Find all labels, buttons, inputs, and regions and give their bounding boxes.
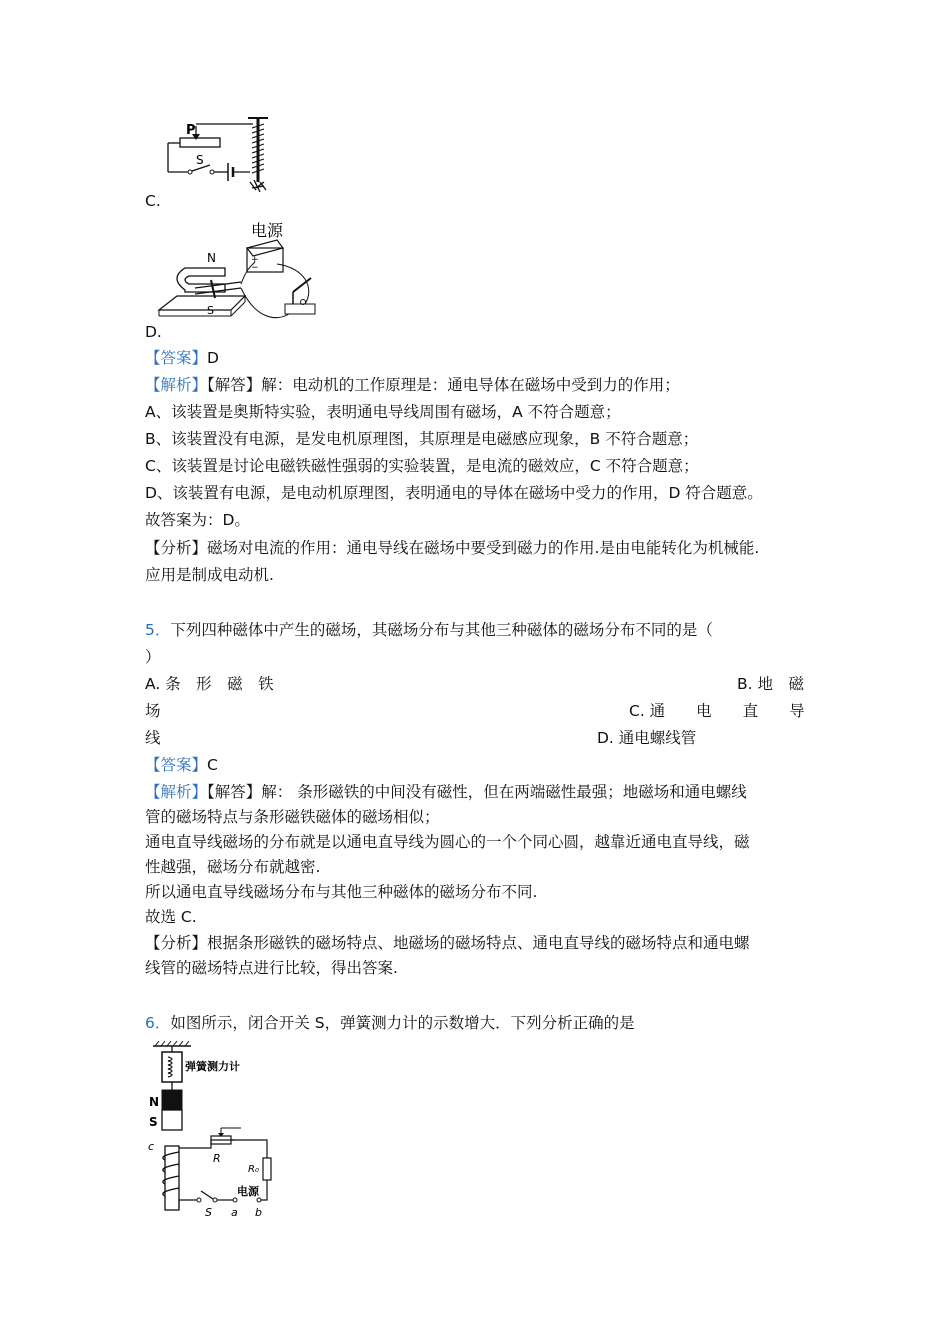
label-s-switch: S: [196, 153, 204, 167]
label-spring-meter: 弹簧测力计: [185, 1060, 240, 1073]
analysis-tag: 【解析】: [145, 783, 208, 801]
analysis-line-q4-1: A、该装置是奥斯特实验，表明通电导线周围有磁场，A 不符合题意；: [145, 403, 621, 421]
label-n-pole: N: [207, 251, 216, 265]
fenxi-line-q5-1: 线管的磁场特点进行比较，得出答案.: [145, 959, 398, 977]
fenxi-line-q5-0: 【分析】根据条形磁铁的磁场特点、地磁场的磁场特点、通电直导线的磁场特点和通电螺: [145, 934, 750, 952]
label-power: 电源: [237, 1185, 259, 1198]
label-s-pole: S: [207, 304, 214, 317]
label-n: N: [149, 1095, 160, 1109]
answer-value: D: [207, 349, 219, 367]
analysis-line-q5-4: 所以通电直导线磁场分布与其他三种磁体的磁场分布不同.: [145, 883, 538, 901]
question-5-stem-cont: ）: [145, 648, 161, 666]
figure-c-circuit: [160, 110, 285, 195]
question-text: 下列四种磁体中产生的磁场，其磁场分布与其他三种磁体的磁场分布不同的是（: [170, 621, 713, 639]
analysis-line-q4-2: B、该装置没有电源，是发电机原理图，其原理是电磁感应现象，B 不符合题意；: [145, 430, 699, 448]
label-a: a: [231, 1206, 238, 1219]
option-b: B. 地 磁: [737, 675, 804, 693]
analysis-line-q4-3: C、该装置是讨论电磁铁磁性强弱的实验装置，是电流的磁效应，C 不符合题意；: [145, 457, 699, 475]
answer-value: C: [207, 756, 218, 774]
label-r: R: [213, 1152, 221, 1165]
question-number: 6．: [145, 1014, 171, 1032]
option-d-label: D.: [145, 323, 162, 341]
label-c: c: [148, 1140, 155, 1153]
analysis-line-q5-0: [145, 782, 747, 802]
analysis-line-q5-2: 通电直导线磁场的分布就是以通电直导线为圆心的一个个同心圆，越靠近通电直导线，磁: [145, 833, 750, 851]
analysis-text: 【解答】解：电动机的工作原理是：通电导体在磁场中受到力的作用；: [207, 376, 680, 394]
figure-d-motor: [155, 218, 330, 330]
label-power-source: 电源: [251, 221, 284, 240]
label-b: b: [255, 1206, 262, 1219]
label-s: S: [149, 1115, 158, 1129]
analysis-line-q5-3: 性越强，磁场分布就越密.: [145, 858, 321, 876]
analysis-line-q4-5: 故答案为：D。: [145, 511, 250, 529]
label-r0: R₀: [248, 1164, 259, 1175]
question-number: 5．: [145, 621, 171, 639]
answer-line-q4: [145, 348, 219, 368]
fenxi-line-q4-0: 【分析】磁场对电流的作用：通电导线在磁场中要受到磁力的作用.是由电能转化为机械能.: [145, 539, 760, 557]
label-p: P: [186, 123, 196, 138]
question-5-stem: [145, 620, 713, 640]
option-c-continued: 线: [145, 729, 161, 747]
option-a: A. 条 形 磁 铁: [145, 675, 274, 693]
option-d: D. 通电螺线管: [597, 729, 697, 747]
analysis-line-q5-5: 故选 C.: [145, 908, 197, 926]
option-a-continued: 场: [145, 702, 161, 720]
svg-text:−: −: [251, 263, 259, 273]
svg-text:+: +: [251, 255, 259, 265]
answer-line-q5: [145, 755, 218, 775]
fenxi-line-q4-1: 应用是制成电动机.: [145, 566, 274, 584]
option-c-label: C.: [145, 192, 161, 210]
option-c: C. 通 电 直 导: [629, 702, 805, 720]
question-6-stem: [145, 1013, 635, 1033]
answer-tag: 【答案】: [145, 756, 208, 774]
analysis-line-q5-1: 管的磁场特点与条形磁铁磁体的磁场相似；: [145, 808, 440, 826]
answer-tag: 【答案】: [145, 349, 208, 367]
figure-q6-circuit: [145, 1040, 290, 1220]
analysis-line-q4-4: D、该装置有电源，是电动机原理图，表明通电的导体在磁场中受力的作用，D 符合题意。: [145, 484, 763, 502]
analysis-tag: 【解析】: [145, 376, 208, 394]
analysis-text: 【解答】解： 条形磁铁的中间没有磁性，但在两端磁性最强；地磁场和通电螺线: [207, 783, 747, 801]
analysis-line-q4-0: [145, 375, 680, 395]
question-text: 如图所示，闭合开关 S，弹簧测力计的示数增大．下列分析正确的是: [170, 1014, 635, 1032]
label-switch: S: [205, 1206, 212, 1219]
